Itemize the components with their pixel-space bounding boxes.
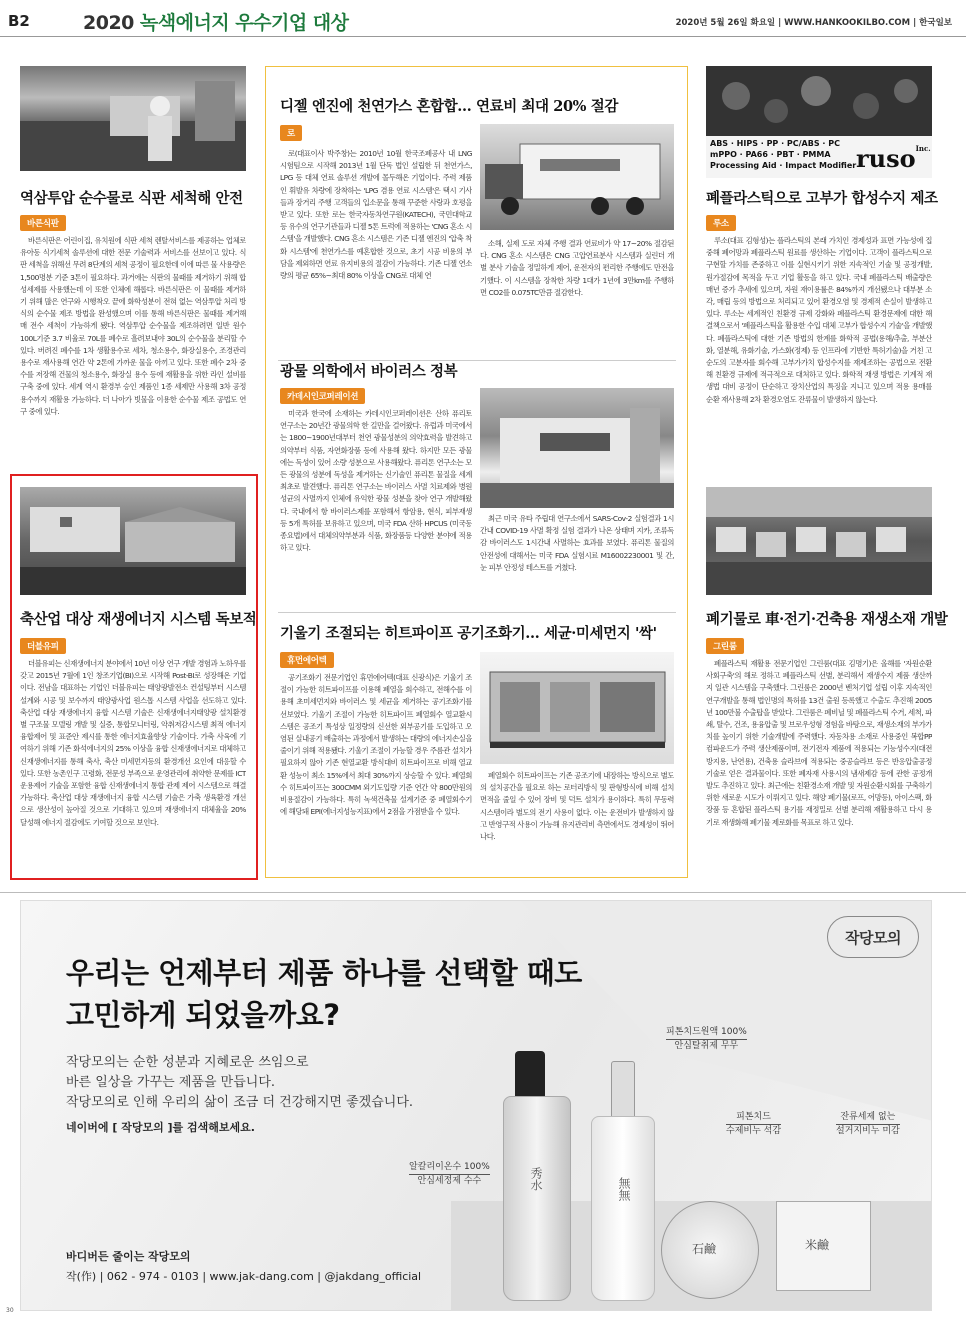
advertisement	[20, 900, 932, 1311]
callout-seokgam	[726, 1111, 781, 1137]
page-number: B2	[8, 12, 30, 30]
article-title: 디젤 엔진에 천연가스 혼합합… 연료비 최대 20% 절감	[280, 98, 618, 115]
article-text: 바른식판은 어린이집, 유치원에 식판 세척 렌탈서비스를 제공하는 업체로 유아동 식기세척 솔루션에 대한 전문 기술력과 서비스를 선보이고 있다. 식판 세척을 위해선 무려 8단계의 세척 공정이 필요한데 이에 따른 물 사용량은 1,500명분 기준 3톤이 필요하다. 과거에는 식판의 물때를 제거하기 위해 합성세제를 사용했는데 이 또한 인체에 해롭다. 바른식판은 이 물때를 제거하기 위해 많은 연구와 시행착오 끝에 화학성분이 전혀 없는 역삼투압 처리 방식의 순수물 제조 방법을 완성했으며 이를 통해 바른식판은 물때를 제거해 매 전수 세척이 가능하게 됐다. 역삼투압 순수물을 제조하려면 일반 원수 100L기준 3.7 비율로 70L를 폐수로 흘려보내야 30L의 순수물을 분리할 수 있다. 버려진 폐수를 1차 생활용수로 세차, 청소용수, 화장실용수, 조경관리용수로 재사용해 연간 약 2톤에 가까운 물을 아끼고 있다. 또한 폐수 2차 중수를 저장해 건물의 청소용수, 화장실 용수 등에 재활용을 위한 라인 설비를 구축 중에 있다. 세계 역시 환경부 승인 제품인 1종 세제만 사용해 3차 공정용수까지 재활용 가능하다. 더 나아가 빗물을 이용한 순수물 제조 공법도 연구 중에 있다.	[20, 236, 246, 416]
product-label: 米鹼	[805, 1238, 830, 1252]
callout-sushu	[409, 1161, 490, 1187]
pellet-photo	[706, 66, 932, 178]
truck-photo-shapes	[480, 124, 674, 230]
ad-footer-contact: 작(作) | 062 - 974 - 0103 | www.jak-dang.com | @jakdang_official	[66, 1270, 422, 1283]
company-tag: 바른식판	[20, 215, 66, 231]
article-body	[20, 235, 246, 460]
company-tag: 루소	[706, 215, 736, 231]
product-label: 石鹼	[692, 1242, 717, 1256]
ad-headline: 우리는 언제부터 제품 하나를 선택할 때도	[66, 956, 582, 990]
company-tag: 휴먼에어텍	[280, 652, 334, 668]
callout-line: 잔류세제 없는	[836, 1111, 900, 1125]
date-and-site: 2020년 5월 26일 화요일 | WWW.HANKOOKILBO.COM | 한국일보	[675, 18, 952, 28]
company-tag: 더블유피	[20, 638, 66, 654]
article-text: 로(대표이사 박주창)는 2010년 10월 한국조폐공사 내 LNG 시험팀으로 시작해 2013년 1월 단독 법인 설립한 뒤 천연가스, LPG 등 대체 연료 솔루션 개발에 몰두해온 기업이다. 주력 제품인 휘발유 차량에 장착하는 'LPG 겸용 연료 시스템'은 택시 기사들과 장거리 주행 고객들의 입소문을 통해 꾸준한 사랑과 호평을 받고 있다. 또한 로는 한국자동차연구원(KATECH), 국민대학교 등 유수의 연구기관들과 디젤 5톤 트럭에 적용하는 'CNG 혼소 시스템'을 개발했다. CNG 혼소 시스템은 기존 디젤 엔진의 '압축 착화 시스템'에 천연가스를 예혼합한 것으로, 초기 시공 비용의 부담을 제외하면 연료 유지비용의 절감이 가능하다. 기존 디젤 연소량의 평균 65%~최대 80% 이상을 CNG로 대체 연	[280, 149, 472, 281]
article-body	[20, 658, 246, 872]
air-handler-photo	[480, 652, 674, 764]
kitchen-photo-shapes	[20, 66, 246, 171]
article-title: 축산업 대상 재생에너지 시스템 독보적	[20, 611, 257, 628]
article-text: 공기조화기 전문기업인 휴먼에어텍(대표 신광식)은 기울기 조절이 가능한 히트파이프를 이용해 폐열을 회수하고, 전해수를 이용해 초미세먼지와 바이러스 및 세균을 제거하는 공기조화기를 선보였다. 기울기 조절이 가능한 히트파이프 폐열회수 열교환시스템은 공조기 특성상 일정량의 신선한 외부공기를 도입하고 오염된 실내공기 배출하는 과정에서 발생하는 대량의 에너지손실을 줄이기 위해 적용됐다. 기울기 조절이 가능할 경우 주름관 설치가 필요하지 않아 기존 현열교환 방식대비 히트파이프로 비해 열교환 성능이 최소 15%에서 최대 30%까지 상승할 수 있다. 폐열회수 히트파이프는 300CMM 외기도입량 기준 연간 약 800만원의 비용절감이 가능하다. 특히 녹색건축물 설계기준 중 폐열회수기에 해당돼 EPI(에너지성능지표)에서 2점을 가점받을 수 있다.	[280, 673, 472, 817]
article-title: 폐플라스틱으로 고부가 합성수지 제조	[706, 190, 938, 207]
ad-search-cta: 네이버에 [ 작당모의 ]를 검색해보세요.	[66, 1121, 255, 1134]
section-title	[83, 8, 349, 35]
spray-bottle-mumu	[591, 1116, 655, 1301]
building-photo-shapes	[480, 388, 674, 508]
ad-separator	[0, 892, 966, 893]
callout-mumu	[666, 1026, 747, 1052]
soap-migam	[776, 1201, 871, 1291]
callout-line: 안심탈취제 무무	[674, 1041, 739, 1051]
article-text: 소해, 실제 도로 자체 주행 결과 연료비가 약 17~20% 절감된다. CNG 혼소 시스템은 CNG 고압연료분사 시스템과 실린더 개별 분사 기술을 정밀하게 제어, 운전자의 편리한 주행에도 만전을 기했다. 이 시스템을 장착한 차량 1대가 1년에 3만km를 주행하면 CO2를 0.075TC만큼 절감한다.	[480, 239, 674, 297]
callout-migam	[836, 1111, 900, 1137]
company-tag: 로	[280, 125, 302, 141]
article-text: 루소(대표 김형성)는 플라스틱의 본래 가치인 경제성과 표면 가능성에 집중해 폐어망과 폐플라스틱 원료를 생산하는 기업이다. 고객이 플라스틱으로 구현할 가치를 존중하고 이를 실현시키기 위한 지속적인 기술 및 공정개발, 원가절감에 목적을 두고 기업 활동을 하고 있다. 국내 폐플라스틱 배출량은 매년 증가 추세에 있으며, 자원 재이용률은 84%까지 개선됐으나 대부분 소각, 매립 등의 방법으로 처리되고 있어 환경오염 및 경제적 손실이 발생하고 있다. 루소는 세계적인 친환경 규제 강화와 폐플라스틱 환경문제에 대한 해결책으로서 '폐플라스틱을 활용한 수입 대체 고부가 합성수지 기술'을 개발했다. 폐플라스틱에 대한 기존 방법의 한계를 화학적 공법(용해/추출, 부분산화, 열분해, 유화기술, 가스화(정제) 등 인프라에 기반한 특허기술)을 거친 고순도의 고분자를 회수해 고부가가치 합성수지를 재제조하는 공법으로 전환해 친환경 규제에 적극적으로 대처하고 있다. 화학적 재생 방법은 기계적 재생법 대비 공정이 단순하고 장치산업의 특징을 지니고 있으며 적용 용매를 순환 재사용해 2차 환경오염도 잔류물이 발생하지 않는다.	[706, 236, 932, 404]
resin-line: Processing Aid · Impact Modifier	[710, 161, 857, 170]
resin-line: mPPO · PA66 · PBT · PMMA	[710, 150, 831, 159]
spray-bottle-sushu	[503, 1096, 571, 1301]
article-body-col1	[280, 408, 472, 608]
article-body	[706, 235, 932, 460]
separator	[278, 612, 676, 613]
callout-line: 설거지비누 미감	[836, 1126, 900, 1136]
resin-list	[710, 138, 856, 171]
kitchen-photo	[20, 66, 246, 171]
page-footnote: 30	[6, 1307, 14, 1314]
callout-line: 안심세정제 수수	[417, 1176, 482, 1186]
article-body-col1	[280, 148, 472, 358]
article-body	[706, 658, 932, 872]
ruso-logo	[856, 144, 931, 173]
article-title: 기울기 조절되는 히트파이프 공기조화기… 세균·미세먼지 '싹'	[280, 625, 657, 642]
article-body-col2	[480, 513, 674, 608]
article-body-col2	[480, 238, 674, 358]
callout-line: 알칼리이온수 100%	[409, 1161, 490, 1175]
callout-line: 피톤치드원액 100%	[666, 1026, 747, 1040]
callout-line: 피톤치드	[726, 1111, 781, 1125]
factory-photo-shapes	[20, 487, 246, 595]
section-year: 2020	[83, 12, 134, 34]
factory-floor-shapes	[706, 487, 932, 595]
air-handler-photo-shapes	[480, 652, 674, 764]
soap-seokgam	[661, 1201, 759, 1299]
spray-trigger-white	[611, 1061, 635, 1121]
factory-photo	[20, 487, 246, 595]
callout-line: 수제비누 석감	[726, 1126, 782, 1136]
factory-floor-photo	[706, 487, 932, 595]
ad-footer-title: 바디버든 줄이는 작당모의	[66, 1250, 191, 1263]
ad-copy-line: 바른 일상을 가꾸는 제품을 만듭니다.	[66, 1075, 276, 1090]
company-tag: 카데시인코퍼레이션	[280, 388, 365, 404]
product-label: 無無	[617, 1177, 631, 1201]
truck-photo	[480, 124, 674, 230]
pellet-photo-shapes	[706, 66, 932, 136]
ruso-logo-text: ruso	[856, 144, 916, 173]
ad-copy-line: 작당모의로 인해 우리의 삶이 조금 더 건강해지면 좋겠습니다.	[66, 1095, 414, 1110]
article-text: 폐열회수 히트파이프는 기존 공조기에 내장하는 방식으로 별도의 설치공간을 필요로 하는 로터리방식 및 판형방식에 비해 설치면적을 줄일 수 있어 장비 및 덕트 설치가 용이하다. 특히 무동력 시스템이라 별도의 전기 사용이 없다. 이는 운전비가 발생하지 않고 반영구적 사용이 가능해 유지관리비 측면에서도 경제성이 뛰어나다.	[480, 771, 674, 842]
brand-logo: 작당모의	[827, 916, 919, 958]
article-body-col1	[280, 672, 472, 872]
building-photo	[480, 388, 674, 508]
article-title: 폐기물로 車·전기·건축용 재생소재 개발	[706, 611, 948, 628]
article-text: 더블유피는 신재생에너지 분야에서 10년 이상 연구 개발 경험과 노하우를 갖고 2015년 7월에 1인 창조기업(BI)으로 시작해 Post-BI로 성장해온 기업이다. 전남을 대표하는 기업인 더블유피는 태양광발전소 컨설팅부터 시스템 설계와 시공 및 보수까지 태양광사업 원스톱 시스템 사업을 선도하고 있다. 축산업 대상 재생에너지 융합 시스템 기술은 신재생에너지태양광 설치환경별 구조물 모델링 개발 및 실증, 통합모니터링, 악취저감시스템 최적 에너지 융합제어 및 표준안 제시를 통한 에너지효율향상 기술이다. 가축 사육에 기여하기 위해 기존 화석에너지의 25% 이상을 융합 신재생에너지로 대체하고 신재생에너지를 통해 축사, 축산 미세먼지등의 환경개선 요인에 대응할 수 있다. 또한 농촌인구 고령화, 전문성 부족으로 운영관리에 취약한 문제를 ICT 운용제어 기술을 포함한 융합 신재생에너지 통합 관제 제어 시스템으로 해결 가능하다. 축산업 대상 재생에너지 융합 시스템 기술은 가축 생육환경 개선으로 생산성이 높아질 것으로 기대하고 있으며 재생에너지 대체율을 20% 달성해 에너지 절감에도 기여할 것으로 보인다.	[20, 659, 246, 827]
article-text: 미국과 한국에 소재하는 카데시인코퍼레이션은 산하 퓨리토 연구소는 20년간 광물의학 한 길만을 걸어왔다. 유럽과 미국에서는 1800~1900년대부터 천연 광물성분의 의약효력을 발견하고 의약부터 식품, 자연화장품 등에 사용해 왔다. 하지만 모든 광물에는 독성이 있어 소량 성분으로 사용해왔다. 퓨리톤 연구소는 모든 광물의 성분에 독성을 제거하는 신기술인 퓨리톤 물질을 세계 최초로 발견했다. 퓨리톤 연구소는 바이러스 사멸 치료제와 병원성균의 사멸까지 인체에 유익한 광물 성분을 찾아 연구 개발해왔다. 국내에서 항 바이러스제를 포함해서 항암용, 현식, 피부재생 등 5개 특허를 보유하고 있으며, 미국 FDA 산하 HPCUS (미국동종요법)에서 대체의약부분과 식품, 화장품등 다양한 분야에 적용하고 있다.	[280, 409, 472, 553]
ad-copy-line: 작당모의는 순한 성분과 지혜로운 쓰임으로	[66, 1055, 309, 1070]
article-title: 역삼투압 순수물로 식판 세척해 안전	[20, 190, 243, 207]
product-label: 秀水	[529, 1167, 543, 1191]
resin-line: ABS · HIPS · PP · PC/ABS · PC	[710, 139, 840, 148]
ad-headline: 고민하게 되었을까요?	[66, 998, 340, 1032]
page-header	[0, 0, 966, 40]
ruso-logo-suffix: Inc.	[915, 144, 931, 153]
header-rule	[0, 36, 966, 37]
article-text: 폐플라스틱 재활용 전문기업인 그린룸(대표 김명기)은 올해를 '자원순환사회구축'의 해로 정하고 폐플라스틱 선별, 분리해서 재생수지 제품 생산까지 일관 시스템을 구축했다. 그린룸은 2000년 벤처기업 설립 이후 지속적인 연구개발을 통해 법인명의 특허를 13건 출원 등록했고 수출도 추진해 2005년 100만불 수출탑을 받았다. 그린룸은 폐비닐 및 폐플라스틱 수거, 세척, 파쇄, 탈수, 건조, 용융압출 및 브로우성형 경험을 바탕으로, 재생소재의 부가가치를 높이기 위한 기술개발에 주력했다. 자동차용 소재로 사용중인 복합PP 컴파운드가 주력 생산제품이며, 전기전자 제품에 적용되는 기능성수지(대전방지용, 난연용), 건축용 슬라브에 적용되는 중공슬라브 등은 반응압출공정기술로 얻은 결과물이다. 또한 폐자재 사용시의 냄새제감 등에 관한 공정개발도 추진하고 있다. 최근에는 친환경소재 개발 및 자원순환시회를 구축하기 위한 새로운 시도가 이뤄지고 있다. 해양 폐기물(로프, 어망등), 아이스팩, 화장품 등 혼합된 플라스틱 용기를 재정밀로 선별 분리해 재활용하고 다시 용기로 재생화해 폐기물 제로화를 목표로 하고 있다.	[706, 659, 932, 827]
article-text: 최근 미국 유타 주립대 연구소에서 SARS-Cov-2 실험결과 1시간내 COVID-19 사멸 확정 실험 결과가 나온 상태며 지카, 조류독감 바이러스도 1시간내 사멸하는 효과를 보였다. 퓨리톤 물질의 안전성에 대해서는 미국 FDA 실험시료 M16002230001 및 간, 눈 피부 안정성 테스트를 거쳤다.	[480, 514, 674, 572]
article-title: 광물 의학에서 바이러스 정복	[280, 363, 458, 380]
company-tag: 그린룸	[706, 638, 744, 654]
spray-trigger	[515, 1051, 545, 1101]
section-title-text: 녹색에너지 우수기업 대상	[139, 12, 349, 34]
article-body-col2	[480, 770, 674, 872]
